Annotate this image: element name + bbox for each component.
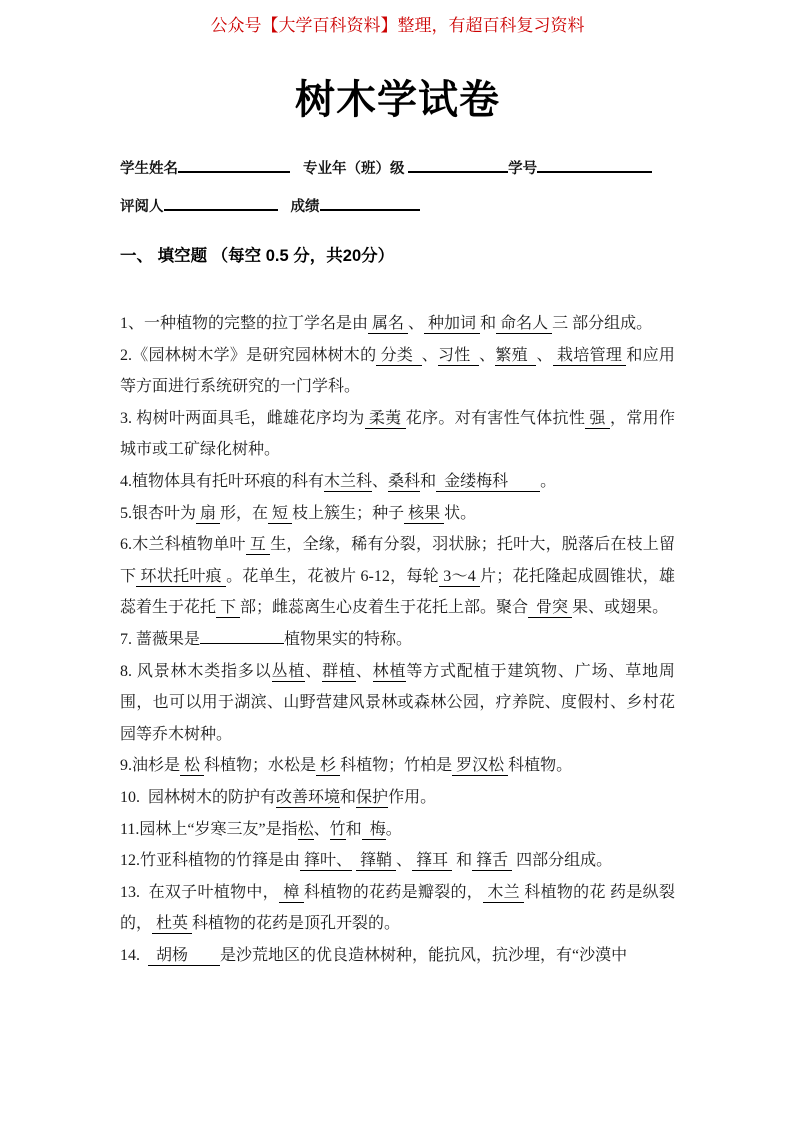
- info-label: 专业年（班）级: [303, 161, 409, 177]
- answer-blank: 胡杨: [148, 946, 221, 964]
- question-paragraph: [120, 877, 675, 940]
- answer-blank: 松: [297, 820, 314, 838]
- question-text: 11.园林上“岁寒三友”是指: [120, 820, 298, 838]
- answer-blank: 箨舌: [472, 852, 513, 870]
- answer-blank: 繁殖: [495, 346, 537, 364]
- answer-blank: 林植: [372, 662, 407, 680]
- question-paragraph: [120, 498, 675, 530]
- question-text: 植物果实的特称。: [284, 630, 413, 648]
- info-field: [120, 156, 290, 178]
- question-text: 作用。: [388, 788, 437, 806]
- question-text: 生，全缘，稀有分裂，羽状脉；托叶大，脱落后在枝上留下: [120, 536, 675, 585]
- answer-blank: 习性: [438, 346, 480, 364]
- question-paragraph: [120, 624, 675, 656]
- answer-blank: 分类: [376, 346, 422, 364]
- question-text: 、: [372, 472, 389, 490]
- info-blank-line: [320, 194, 420, 211]
- question-text: 。花单生，花被片 6-12，每轮: [226, 567, 439, 585]
- answer-blank: 梅: [361, 820, 386, 838]
- question-paragraph: [120, 340, 675, 403]
- question-text: 14.: [120, 946, 148, 964]
- question-text: 3. 构树叶两面具毛，雌雄花序均为: [120, 409, 365, 427]
- question-text: 、: [305, 662, 323, 680]
- question-text: 和: [420, 472, 437, 490]
- question-text: 、: [355, 662, 373, 680]
- question-paragraph: [120, 529, 675, 624]
- answer-blank: 金缕梅科: [436, 472, 541, 490]
- question-text: 部；雌蕊离生心皮着生于花托上部。聚合: [240, 599, 529, 617]
- question-paragraph: [120, 814, 675, 846]
- question-text: 。: [540, 472, 557, 490]
- question-text: 、: [421, 346, 438, 364]
- info-row: [120, 194, 675, 218]
- question-text: 7. 蔷薇果是: [120, 630, 201, 648]
- info-field: [120, 194, 278, 216]
- info-field: [303, 156, 508, 178]
- questions: [120, 308, 675, 971]
- answer-blank: 属名: [368, 315, 409, 332]
- question-paragraph: [120, 845, 675, 877]
- answer-blank: 杉: [316, 757, 341, 775]
- answer-blank: 柔荑: [364, 409, 406, 427]
- info-label: 学号: [508, 161, 538, 177]
- question-text: 和: [340, 788, 357, 806]
- question-text: 5.银杏叶为: [120, 504, 197, 522]
- answer-blank: 骨突: [528, 599, 573, 617]
- question-text: 、: [408, 315, 425, 332]
- question-text: 三 部分组成。: [552, 315, 653, 332]
- answer-blank: 桑科: [388, 472, 421, 490]
- answer-blank: 核果: [404, 504, 445, 522]
- question-text: 、: [396, 852, 413, 870]
- question-text: 形，在: [220, 504, 269, 522]
- question-text: 9.油杉是: [120, 757, 181, 775]
- info-row: [120, 156, 675, 180]
- answer-blank: 罗汉松: [452, 757, 509, 775]
- info-blank-line: [164, 194, 278, 211]
- info-form: [120, 156, 675, 218]
- question-text: 和: [345, 820, 362, 838]
- info-label: 学生姓名: [120, 161, 178, 177]
- question-text: 、: [536, 346, 553, 364]
- answer-blank: 短: [268, 504, 293, 522]
- question-text: 。: [385, 820, 402, 838]
- answer-blank: 群植: [322, 662, 356, 680]
- answer-blank: 扇: [196, 504, 221, 522]
- question-paragraph: [120, 940, 675, 972]
- question-text: 和: [480, 315, 497, 332]
- info-blank-line: [178, 156, 290, 173]
- question-text: 2.《园林树木学》是研究园林树木的: [120, 346, 377, 364]
- question-text: 科植物的花 药是纵裂的，: [120, 883, 675, 933]
- question-text: 6.木兰科植物单叶: [120, 536, 246, 554]
- answer-blank: 3～4: [438, 567, 481, 585]
- question-text: 科植物的花药是顶孔开裂的。: [192, 915, 401, 933]
- question-text: 、: [313, 820, 330, 838]
- question-text: 、: [479, 346, 496, 364]
- question-text: 8. 风景林木类指多以: [120, 662, 272, 680]
- question-text: 1、一种植物的完整的拉丁学名是由: [120, 315, 369, 332]
- question-text: 科植物的花药是瓣裂的，: [303, 883, 484, 901]
- question-text: 科植物；竹柏是: [340, 757, 453, 775]
- answer-blank: 强: [585, 409, 611, 427]
- info-field: [291, 194, 420, 216]
- question-text: 4.植物体具有托叶环痕的科有: [120, 472, 325, 490]
- info-label: 成绩: [290, 199, 320, 215]
- question-paragraph: [120, 782, 675, 814]
- answer-blank: 松: [180, 757, 205, 775]
- question-paragraph: [120, 466, 675, 498]
- info-blank-line: [408, 156, 508, 173]
- answer-blank: 改善环境: [276, 788, 341, 806]
- page-title: 树木学试卷: [295, 78, 500, 122]
- question-text: 等方式配植于建筑物、广场、草地周围，也可以用于湖滨、山野营建风景林或森林公园，疗养院、度假村、乡村花园等乔木树种。: [120, 662, 675, 743]
- question-text: 片；花托隆起成圆锥状，雄蕊着生于花托: [120, 567, 675, 617]
- section-heading: 一、 填空题 （每空 0.5 分，共20分）: [120, 247, 395, 265]
- question-text: 和: [452, 852, 473, 870]
- question-text: 13. 在双子叶植物中，: [120, 883, 279, 901]
- question-text: 科植物；水松是: [204, 757, 317, 775]
- answer-blank: 种加词: [424, 315, 481, 332]
- answer-blank: 互: [245, 536, 271, 554]
- info-field: [508, 156, 652, 178]
- answer-blank: 樟: [278, 883, 304, 901]
- header-note: 公众号【大学百科资料】整理，有超百科复习资料: [210, 16, 585, 35]
- question-text: 和应用等方面进行系统研究的一门学科。: [120, 346, 675, 396]
- answer-blank: [200, 626, 284, 644]
- answer-blank: 箨鞘: [356, 852, 397, 870]
- answer-blank: 木兰: [483, 883, 525, 901]
- answer-blank: 环状托叶痕: [136, 567, 227, 585]
- question-text: 12.竹亚科植物的竹箨是由: [120, 852, 301, 870]
- question-text: 状。: [444, 504, 477, 522]
- answer-blank: 保护: [356, 788, 389, 806]
- question-paragraph: [120, 403, 675, 466]
- question-paragraph: [120, 308, 675, 340]
- question-text: 10. 园林树木的防护有: [120, 788, 277, 806]
- question-text: 科植物。: [508, 757, 573, 775]
- question-paragraph: [120, 750, 675, 782]
- answer-blank: 下: [216, 599, 241, 617]
- question-text: 花序。对有害性气体抗性: [405, 409, 586, 427]
- answer-blank: 箨叶、: [300, 852, 353, 870]
- info-blank-line: [537, 156, 652, 173]
- question-text: 枝上簇生；种子: [292, 504, 405, 522]
- question-text: 是沙荒地区的优良造林树种，能抗风，抗沙埋，有“沙漠中: [220, 946, 628, 964]
- answer-blank: 栽培管理: [552, 346, 627, 364]
- info-label: 评阅人: [120, 199, 164, 215]
- answer-blank: 箨耳: [412, 852, 453, 870]
- answer-blank: 杜英: [152, 915, 193, 933]
- question-text: ，常用作城市或工矿绿化树种。: [120, 409, 675, 459]
- question-paragraph: [120, 656, 675, 751]
- answer-blank: 丛植: [271, 662, 306, 680]
- answer-blank: 命名人: [496, 315, 553, 332]
- answer-blank: 木兰科: [324, 472, 373, 490]
- question-text: 果、或翅果。: [572, 599, 669, 617]
- question-text: 四部分组成。: [512, 852, 613, 870]
- answer-blank: 竹: [329, 820, 346, 838]
